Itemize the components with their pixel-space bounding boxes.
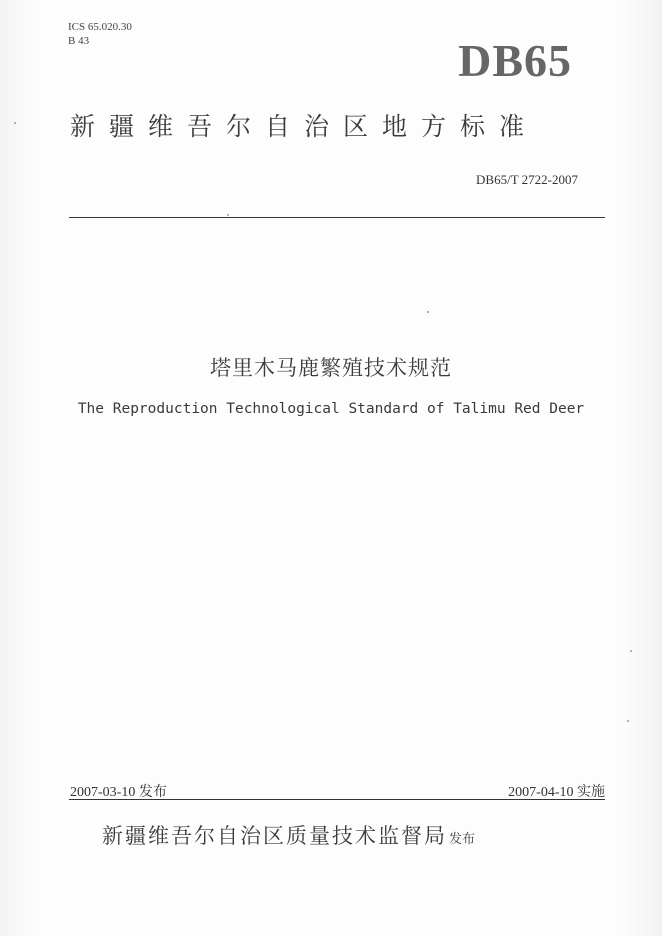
publisher-action: 发布 [449, 832, 476, 847]
standard-category-title: 新疆维吾尔自治区地方标准 [70, 112, 539, 141]
scan-speck [227, 214, 229, 216]
ccs-code: B 43 [68, 35, 90, 47]
classification-codes [68, 20, 132, 48]
standard-number: DB65/T 2722-2007 [476, 172, 578, 187]
scan-speck [427, 311, 429, 313]
bottom-divider [69, 799, 605, 800]
chinese-title: 塔里木马鹿繁殖技术规范 [210, 356, 452, 380]
english-title: The Reproduction Technological Standard of Talimu Red Deer [77, 401, 585, 417]
scan-speck [14, 122, 16, 124]
ics-code: ICS 65.020.30 [68, 21, 132, 33]
publisher [102, 820, 475, 850]
implementation-date: 2007-04-10 实施 [508, 785, 605, 800]
scan-speck [630, 650, 632, 652]
publisher-name: 新疆维吾尔自治区质量技术监督局 [102, 824, 447, 848]
issue-date: 2007-03-10 发布 [70, 785, 167, 800]
top-divider [69, 217, 605, 218]
standard-mark: DB65 [458, 35, 572, 86]
scan-speck [627, 720, 629, 722]
